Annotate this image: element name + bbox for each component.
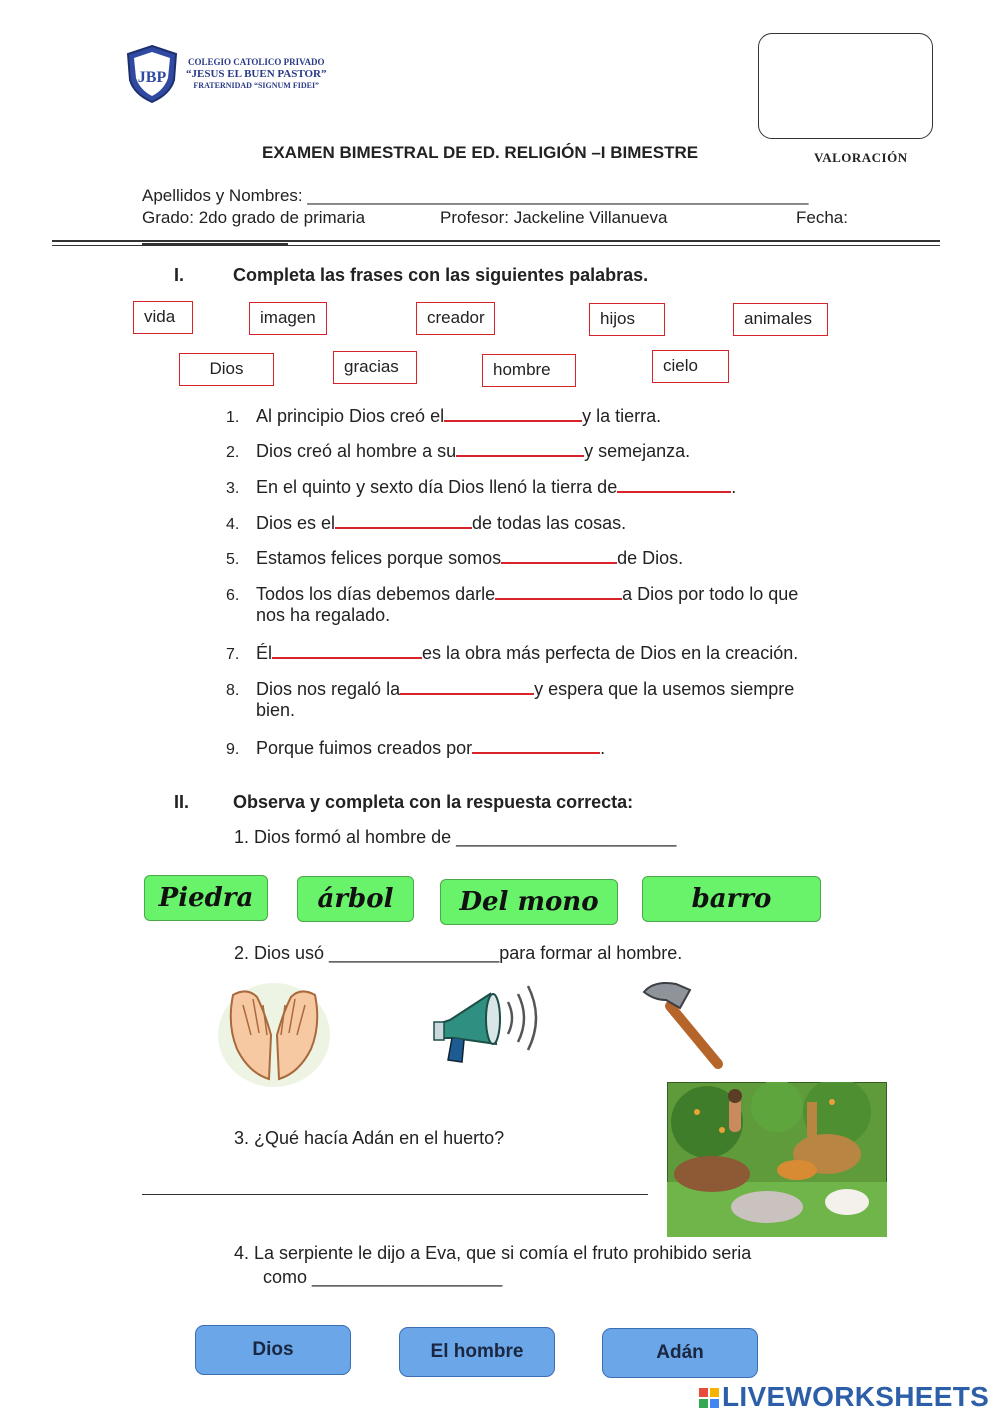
question-number: 1.: [226, 409, 240, 426]
garden-of-eden-image[interactable]: [667, 1082, 887, 1237]
answer-blank[interactable]: [444, 402, 582, 422]
question-text: de todas las cosas.: [472, 513, 627, 533]
answer-blank[interactable]: [335, 509, 472, 529]
option-dios[interactable]: Dios: [195, 1325, 351, 1375]
question-7: [226, 639, 798, 666]
word-gracias[interactable]: gracias: [333, 351, 417, 384]
question-text: En el quinto y sexto día Dios llenó la tierra de: [256, 477, 618, 497]
question-4: [226, 509, 626, 536]
answer-blank[interactable]: [456, 437, 584, 457]
svg-text:JBP: JBP: [137, 69, 167, 86]
valoracion-box[interactable]: [758, 33, 933, 139]
word-cielo[interactable]: cielo: [652, 350, 729, 383]
header-divider: [52, 240, 940, 242]
q3-text: 3. ¿Qué hacía Adán en el huerto?: [234, 1128, 505, 1148]
question-number: 6.: [226, 587, 240, 604]
hands-image[interactable]: [213, 975, 335, 1087]
word-dios[interactable]: Dios: [179, 353, 274, 386]
question-text: Porque fuimos creados por: [256, 738, 473, 758]
question-number: 9.: [226, 741, 240, 758]
question-8-cont: bien.: [256, 700, 296, 720]
question-text: y semejanza.: [584, 441, 691, 461]
question-1: [226, 402, 661, 429]
question-text: Al principio Dios creó el: [256, 406, 445, 426]
word-hijos[interactable]: hijos: [589, 303, 665, 336]
option-piedra[interactable]: Piedra: [144, 875, 268, 921]
section1-numeral: I.: [174, 265, 185, 285]
question-2: [226, 437, 690, 464]
question-6-cont: nos ha regalado.: [256, 605, 391, 625]
question-3: [226, 473, 736, 500]
question-number: 7.: [226, 646, 240, 663]
question-5: [226, 544, 683, 571]
q1-text: 1. Dios formó al hombre de ______________________: [234, 827, 677, 847]
option-barro[interactable]: barro: [642, 876, 821, 922]
school-name: [186, 56, 327, 92]
question-text: a Dios por todo lo que: [622, 584, 799, 604]
hammer-image[interactable]: [636, 978, 728, 1070]
question-text: Él: [256, 643, 273, 663]
grado-text: Grado: 2do grado de primaria: [142, 208, 366, 227]
option-el-hombre[interactable]: El hombre: [399, 1327, 555, 1377]
brand-text: LIVEWORKSHEETS: [722, 1381, 990, 1412]
apellidos-field[interactable]: Apellidos y Nombres: _____________________________________________________: [142, 186, 809, 205]
question-text: .: [600, 738, 606, 758]
valoracion-label: VALORACIÓN: [814, 150, 908, 165]
question-text: Estamos felices porque somos: [256, 548, 502, 568]
school-line2: “JESUS EL BUEN PASTOR”: [186, 68, 327, 80]
option-del-mono[interactable]: Del mono: [440, 879, 618, 925]
section1-heading: Completa las frases con las siguientes palabras.: [233, 265, 649, 285]
answer-blank[interactable]: [472, 734, 600, 754]
answer-blank[interactable]: [495, 580, 622, 600]
word-hombre[interactable]: hombre: [482, 354, 576, 387]
answer-blank[interactable]: [272, 639, 422, 659]
question-text: y espera que la usemos siempre: [534, 679, 795, 699]
question-number: 8.: [226, 682, 240, 699]
word-creador[interactable]: creador: [416, 302, 495, 335]
header-divider-thin: [52, 245, 940, 246]
question-number: 2.: [226, 444, 240, 461]
q3-answer-line[interactable]: [142, 1175, 648, 1195]
option-adan[interactable]: Adán: [602, 1328, 758, 1378]
question-number: 5.: [226, 551, 240, 568]
liveworksheets-icon: [698, 1384, 720, 1406]
school-line3: FRATERNIDAD “SIGNUM FIDEI”: [193, 81, 320, 90]
fecha-text: Fecha:: [796, 208, 848, 227]
exam-title: EXAMEN BIMESTRAL DE ED. RELIGIÓN –I BIMESTRE: [262, 143, 699, 162]
liveworksheets-logo: [698, 1381, 989, 1413]
q4-text-line2: como ___________________: [263, 1267, 503, 1287]
answer-blank[interactable]: [501, 544, 617, 564]
answer-blank[interactable]: [400, 675, 534, 695]
school-logo: [124, 44, 180, 104]
megaphone-image[interactable]: [430, 980, 542, 1076]
question-9: [226, 734, 605, 761]
q4-text-line1: 4. La serpiente le dijo a Eva, que si comía el fruto prohibido seria: [234, 1243, 752, 1263]
section2-heading: Observa y completa con la respuesta correcta:: [233, 792, 634, 812]
question-text: de Dios.: [617, 548, 684, 568]
school-line1: COLEGIO CATOLICO PRIVADO: [187, 57, 325, 67]
word-vida[interactable]: vida: [133, 301, 193, 334]
word-imagen[interactable]: imagen: [249, 302, 327, 335]
question-text: Dios nos regaló la: [256, 679, 401, 699]
question-text: Todos los días debemos darle: [256, 584, 496, 604]
word-animales[interactable]: animales: [733, 303, 828, 336]
q2-text: 2. Dios usó _________________para formar al hombre.: [234, 943, 683, 963]
question-text: Dios es el: [256, 513, 336, 533]
question-8: [226, 675, 794, 702]
question-text: .: [731, 477, 737, 497]
question-number: 3.: [226, 480, 240, 497]
question-6: [226, 580, 798, 607]
question-text: y la tierra.: [582, 406, 662, 426]
profesor-text: Profesor: Jackeline Villanueva: [440, 208, 668, 227]
section2-numeral: II.: [174, 792, 190, 812]
question-text: Dios creó al hombre a su: [256, 441, 457, 461]
question-text: es la obra más perfecta de Dios en la creación.: [422, 643, 799, 663]
option-arbol[interactable]: árbol: [297, 876, 414, 922]
question-number: 4.: [226, 516, 240, 533]
answer-blank[interactable]: [617, 473, 731, 493]
